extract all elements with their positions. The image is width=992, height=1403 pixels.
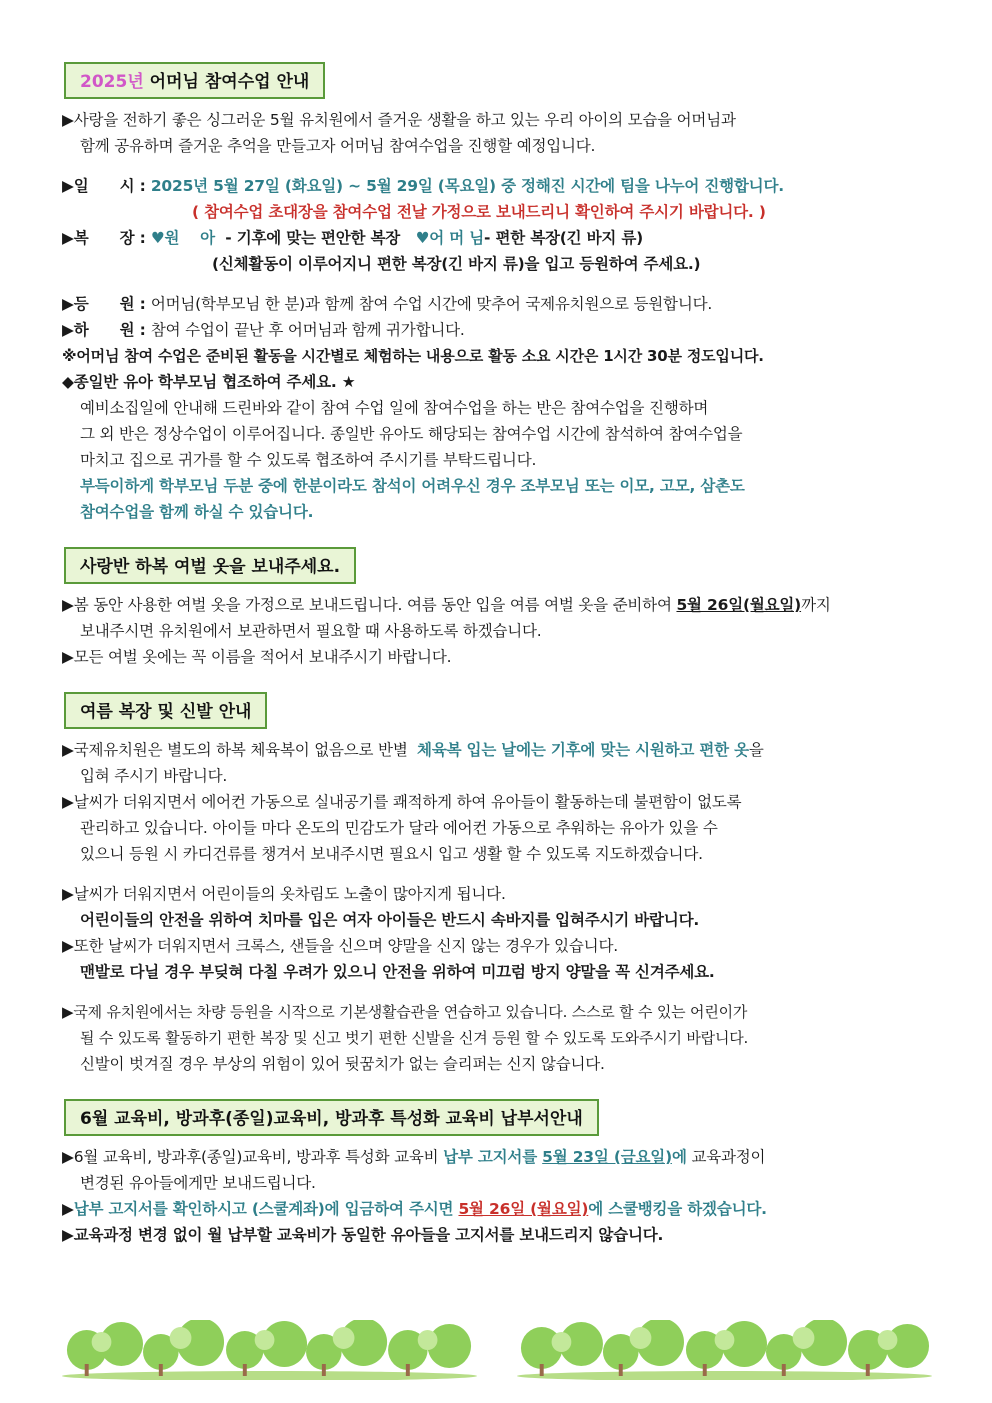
allday-line-1: 예비소집일에 안내해 드린바와 같이 참여 수업 일에 참여수업을 하는 반은 참여수업을 진행하며 — [80, 399, 709, 417]
summer-b-line-2: 관리하고 있습니다. 아이들 마다 온도의 민감도가 달라 에어컨 가동으로 추워하는 유아가 있을 수 — [80, 819, 718, 837]
dress-label: ▶복 장 : — [62, 229, 151, 247]
tuition-a-date: 5월 23일 (금요일) — [542, 1148, 672, 1166]
schedule-label: ▶일 시 : — [62, 177, 151, 195]
title-year: 2025년 — [80, 72, 144, 92]
summer-a-1a: ▶국제유치원은 별도의 하복 체육복이 없음으로 반별 — [62, 741, 418, 759]
dress-note: (신체활동이 이루어지니 편한 복장(긴 바지 류)을 입고 등원하여 주세요.) — [212, 255, 701, 273]
tuition-b-arrow: ▶ — [62, 1200, 74, 1218]
section-title-summer-dress: 여름 복장 및 신발 안내 — [64, 692, 267, 729]
summer-a-line-2: 입혀 주시기 바랍니다. — [80, 767, 228, 785]
tree-band-left — [62, 1320, 477, 1380]
allday-title: ◆종일반 유아 학부모님 협조하여 주세요. ★ — [62, 373, 356, 391]
trees-right-icon — [517, 1320, 932, 1380]
summer-e-line-1: ▶국제 유치원에서는 차량 등원을 시작으로 기본생활습관을 연습하고 있습니다. 스스로 할 수 있는 어린이가 — [62, 1003, 748, 1021]
summer-e-line-3: 신발이 벗겨질 경우 부상의 위험이 있어 뒷꿈치가 없는 슬리퍼는 신지 않습니다. — [80, 1055, 605, 1073]
schedule-line — [62, 173, 932, 199]
tuition-b-date: 5월 26일 (월요일) — [458, 1200, 589, 1218]
summer-a-line-1 — [62, 737, 932, 763]
spare-line-2: 보내주시면 유치원에서 보관하면서 필요할 때 사용하도록 하겠습니다. — [80, 622, 542, 640]
tuition-a-line-1 — [62, 1144, 932, 1170]
summer-a-1b: 체육복 입는 날에는 기후에 맞는 시원하고 편한 옷 — [417, 741, 749, 759]
intro-line-1: ▶사랑을 전하기 좋은 싱그러운 5월 유치원에서 즐거운 생활을 하고 있는 우리 아이의 모습을 어머님과 — [62, 111, 736, 129]
spare-line-1 — [62, 592, 932, 618]
spare-line-1a: ▶봄 동안 사용한 여벌 옷을 가정으로 보내드립니다. 여름 동안 입을 여름 여벌 옷을 준비하여 — [62, 596, 677, 614]
tuition-b-line — [62, 1196, 932, 1222]
title-text: 어머님 참여수업 안내 — [143, 72, 310, 92]
summer-e-line-2: 될 수 있도록 활동하기 편한 복장 및 신고 벗기 편한 신발을 신겨 등원 할 수 있도록 도와주시기 바랍니다. — [80, 1029, 749, 1047]
dress-line — [62, 225, 932, 251]
tuition-a-1b: 납부 고지서를 — [443, 1148, 543, 1166]
section-title-tuition: 6월 교육비, 방과후(종일)교육비, 방과후 특성화 교육비 납부서안내 — [64, 1099, 599, 1136]
schedule-note: ( 참여수업 초대장을 참여수업 전날 가정으로 보내드리니 확인하여 주시기 바랍니다. ) — [192, 203, 766, 221]
trees-left-icon — [62, 1320, 477, 1380]
section-title-spare-clothes: 사랑반 하복 여벌 옷을 보내주세요. — [64, 547, 356, 584]
summer-b-line-3: 있으니 등원 시 카디건류를 챙겨서 보내주시면 필요시 입고 생활 할 수 있도록 지도하겠습니다. — [80, 845, 703, 863]
intro-line-2: 함께 공유하며 즐거운 추억을 만들고자 어머님 참여수업을 진행할 예정입니다. — [80, 137, 596, 155]
section-title-participation — [64, 62, 325, 99]
dress-mother-text: - 편한 복장(긴 바지 류) — [484, 229, 644, 247]
tuition-b-1d: 에 스쿨뱅킹을 하겠습니다. — [588, 1200, 767, 1218]
tuition-b-1b: 납부 고지서를 확인하시고 (스쿨계좌)에 입금하여 주시면 — [73, 1200, 459, 1218]
dress-mother-mark: ♥어 머 님 — [415, 229, 485, 247]
arrive-label: ▶등 원 : — [62, 295, 151, 313]
tuition-a-1d: 에 — [671, 1148, 687, 1166]
summer-b-line-1: ▶날씨가 더워지면서 에어컨 가동으로 실내공기를 쾌적하게 하여 유아들이 활동하는데 불편함이 없도록 — [62, 793, 742, 811]
spare-line-3: ▶모든 여벌 옷에는 꼭 이름을 적어서 보내주시기 바랍니다. — [62, 648, 452, 666]
tree-band-right — [517, 1320, 932, 1380]
arrive-text: 어머님(학부모님 한 분)과 함께 참여 수업 시간에 맞추어 국제유치원으로 등원합니다. — [150, 295, 713, 313]
tuition-a-1e: 교육과정이 — [686, 1148, 766, 1166]
schedule-value: 2025년 5월 27일 (화요일) ~ 5월 29일 (목요일) 중 정해진 시간에 팀을 나누어 진행합니다. — [150, 177, 784, 195]
dress-child-mark: ♥원 아 — [150, 229, 226, 247]
dress-child-text: - 기후에 맞는 편안한 복장 — [225, 229, 416, 247]
tuition-a-1a: ▶6월 교육비, 방과후(종일)교육비, 방과후 특성화 교육비 — [62, 1148, 444, 1166]
summer-c-line-2: 어린이들의 안전을 위하여 치마를 입은 여자 아이들은 반드시 속바지를 입혀주시기 바랍니다. — [80, 911, 700, 929]
duration-note: ※어머님 참여 수업은 준비된 활동을 시간별로 체험하는 내용으로 활동 소요 시간은 1시간 30분 정도입니다. — [62, 347, 764, 365]
allday-line-4: 부득이하게 학부모님 두분 중에 한분이라도 참석이 어려우신 경우 조부모님 또는 이모, 고모, 삼촌도 — [80, 477, 745, 495]
spare-date: 5월 26일(월요일) — [676, 596, 802, 614]
allday-line-3: 마치고 집으로 귀가를 할 수 있도록 협조하여 주시기를 부탁드립니다. — [80, 451, 537, 469]
spare-line-1c: 까지 — [801, 596, 831, 614]
allday-line-5: 참여수업을 함께 하실 수 있습니다. — [80, 503, 314, 521]
summer-d-line-1: ▶또한 날씨가 더워지면서 크록스, 샌들을 신으며 양말을 신지 않는 경우가 있습니다. — [62, 937, 618, 955]
summer-a-1c: 을 — [748, 741, 764, 759]
notice-page — [62, 62, 932, 1248]
tree-border-decoration — [62, 1320, 932, 1380]
allday-line-2: 그 외 반은 정상수업이 이루어집니다. 종일반 유아도 해당되는 참여수업 시간에 참석하여 참여수업을 — [80, 425, 743, 443]
summer-c-line-1: ▶날씨가 더워지면서 어린이들의 옷차림도 노출이 많아지게 됩니다. — [62, 885, 506, 903]
leave-text: 참여 수업이 끝난 후 어머님과 함께 귀가합니다. — [150, 321, 465, 339]
tuition-a-line-2: 변경된 유아들에게만 보내드립니다. — [80, 1174, 316, 1192]
arrive-line — [62, 291, 932, 317]
leave-label: ▶하 원 : — [62, 321, 151, 339]
summer-d-line-2: 맨발로 다닐 경우 부딪혀 다칠 우려가 있으니 안전을 위하여 미끄럼 방지 양말을 꼭 신겨주세요. — [80, 963, 715, 981]
leave-line — [62, 317, 932, 343]
tuition-c-line: ▶교육과정 변경 없이 월 납부할 교육비가 동일한 유아들을 고지서를 보내드리지 않습니다. — [62, 1226, 664, 1244]
